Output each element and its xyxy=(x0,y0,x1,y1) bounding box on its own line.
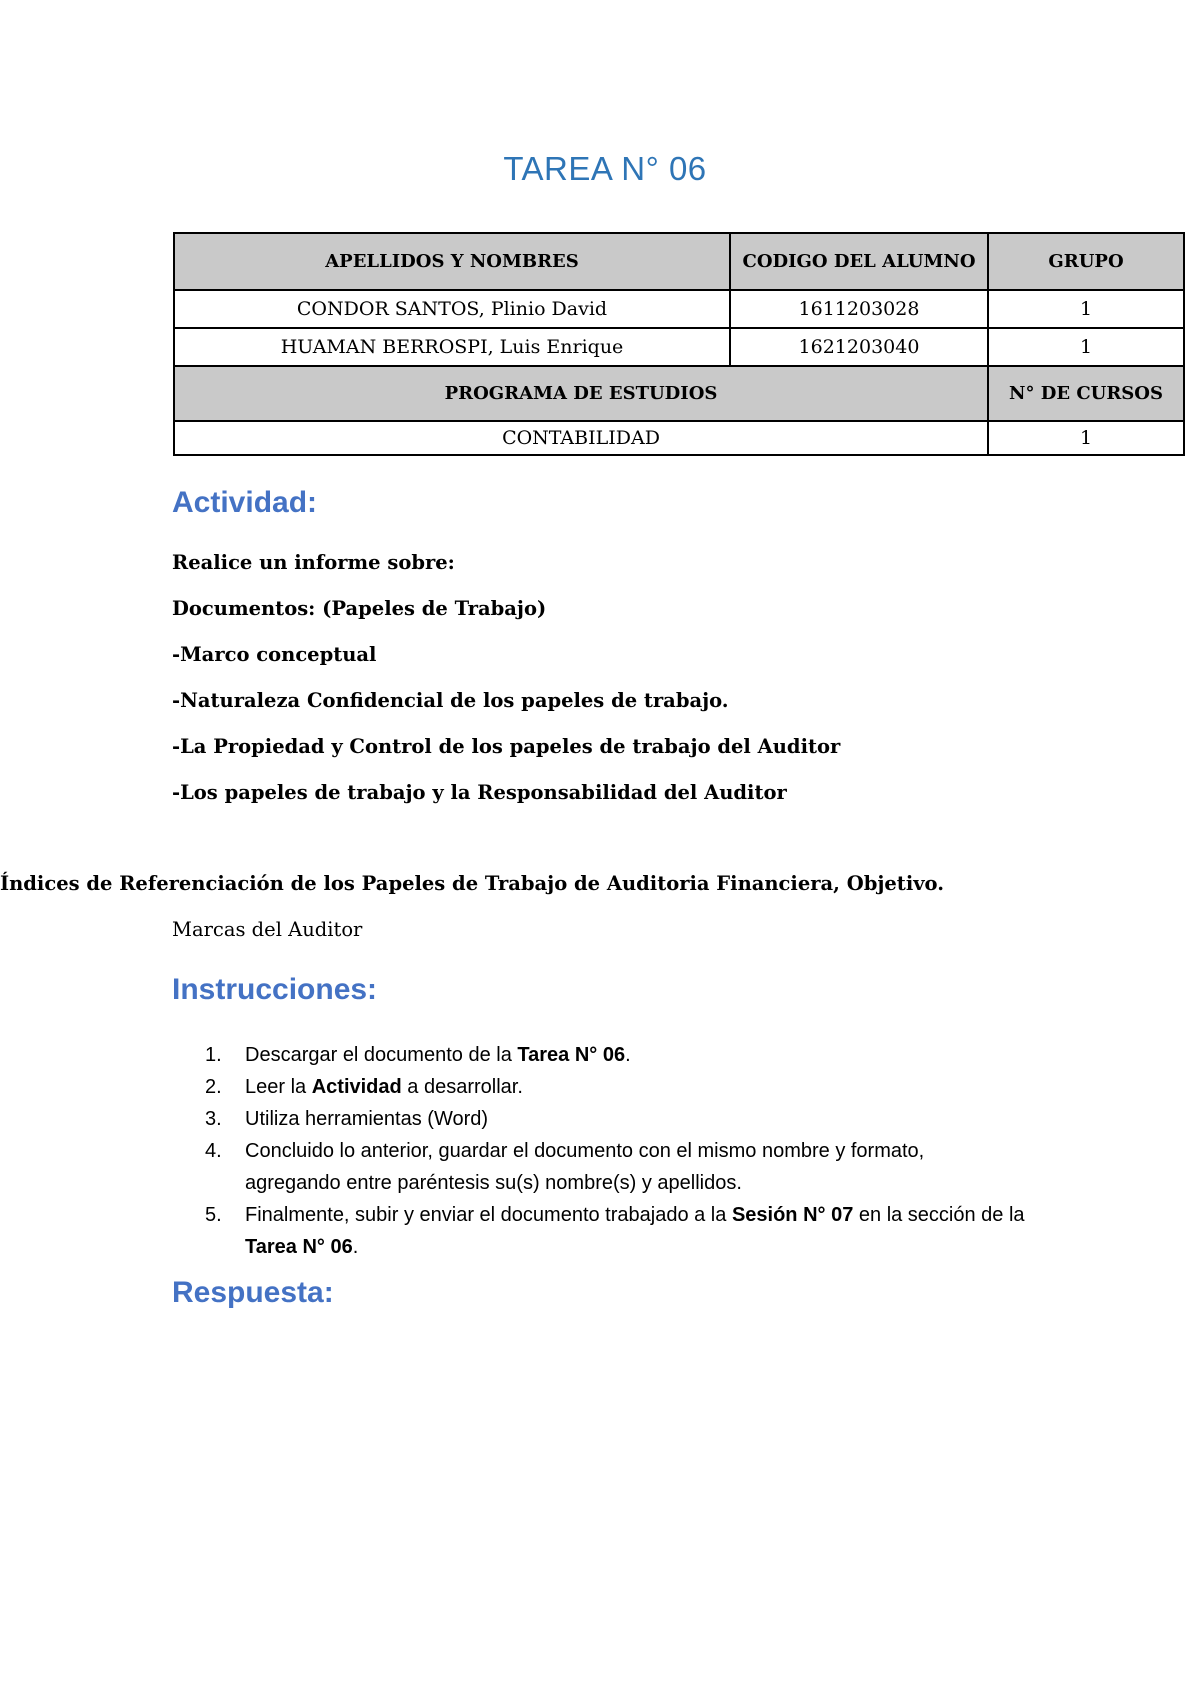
instruction-text: Utiliza herramientas (Word) xyxy=(245,1108,489,1130)
courses-value: 1 xyxy=(988,421,1184,455)
actividad-line: Realice un informe sobre: xyxy=(172,551,455,574)
header-courses: N° DE CURSOS xyxy=(988,366,1184,421)
actividad-heading: Actividad: xyxy=(172,486,318,519)
instruction-text: Finalmente, subir y enviar el documento trabajado a la xyxy=(245,1204,732,1226)
instruction-number: 2. xyxy=(205,1076,222,1098)
program-value: CONTABILIDAD xyxy=(174,421,988,455)
instruction-item xyxy=(205,1135,1025,1199)
instruction-number: 1. xyxy=(205,1044,222,1066)
instrucciones-heading: Instrucciones: xyxy=(172,973,378,1006)
instruction-text: . xyxy=(352,1236,359,1258)
student-group: 1 xyxy=(988,328,1184,366)
instruction-item xyxy=(205,1199,1025,1263)
actividad-line: -Naturaleza Confidencial de los papeles de trabajo. xyxy=(172,689,729,712)
table-row xyxy=(174,328,1184,366)
header-code: CODIGO DEL ALUMNO xyxy=(730,233,988,290)
instruction-number: 3. xyxy=(205,1108,222,1130)
instructions-list xyxy=(205,1039,1025,1263)
instruction-text: Descargar el documento de la xyxy=(245,1044,518,1066)
actividad-line: -Los papeles de trabajo y la Responsabilidad del Auditor xyxy=(172,781,787,804)
instruction-emphasis: Actividad xyxy=(311,1076,402,1098)
instruction-item xyxy=(205,1071,1025,1103)
table-row xyxy=(174,290,1184,328)
document-title: TAREA N° 06 xyxy=(503,150,707,187)
actividad-line: Documentos: (Papeles de Trabajo) xyxy=(172,597,547,620)
respuesta-heading: Respuesta: xyxy=(172,1276,334,1309)
header-program: PROGRAMA DE ESTUDIOS xyxy=(174,366,988,421)
instruction-emphasis: Sesión N° 07 xyxy=(731,1204,854,1226)
program-header-row xyxy=(174,366,1184,421)
instruction-emphasis: Tarea N° 06 xyxy=(245,1236,353,1258)
instruction-item xyxy=(205,1039,1025,1071)
header-names: APELLIDOS Y NOMBRES xyxy=(174,233,730,290)
instruction-text: Leer la xyxy=(245,1076,312,1098)
instruction-number: 4. xyxy=(205,1140,222,1162)
student-name: HUAMAN BERROSPI, Luis Enrique xyxy=(174,328,730,366)
actividad-line: Índices de Referenciación de los Papeles de Trabajo de Auditoria Financiera, Objetivo. xyxy=(0,872,945,895)
student-group: 1 xyxy=(988,290,1184,328)
instruction-number: 5. xyxy=(205,1204,222,1226)
student-code: 1611203028 xyxy=(730,290,988,328)
instruction-item xyxy=(205,1103,1025,1135)
actividad-line: Marcas del Auditor xyxy=(172,918,363,941)
student-name: CONDOR SANTOS, Plinio David xyxy=(174,290,730,328)
table-header-row xyxy=(174,233,1184,290)
actividad-line: -Marco conceptual xyxy=(172,643,377,666)
table-row xyxy=(174,421,1184,455)
instruction-text: Concluido lo anterior, guardar el documento con el mismo nombre y formato, agregando entre paréntesis su(s) nombre(s) y apellidos. xyxy=(245,1140,925,1194)
student-info-table xyxy=(173,232,1185,456)
instruction-emphasis: Tarea N° 06 xyxy=(517,1044,626,1066)
actividad-line: -La Propiedad y Control de los papeles de trabajo del Auditor xyxy=(172,735,841,758)
header-group: GRUPO xyxy=(988,233,1184,290)
student-code: 1621203040 xyxy=(730,328,988,366)
instruction-text: en la sección de la xyxy=(853,1204,1025,1226)
instruction-text: a desarrollar. xyxy=(401,1076,523,1098)
instruction-text: . xyxy=(625,1044,631,1066)
